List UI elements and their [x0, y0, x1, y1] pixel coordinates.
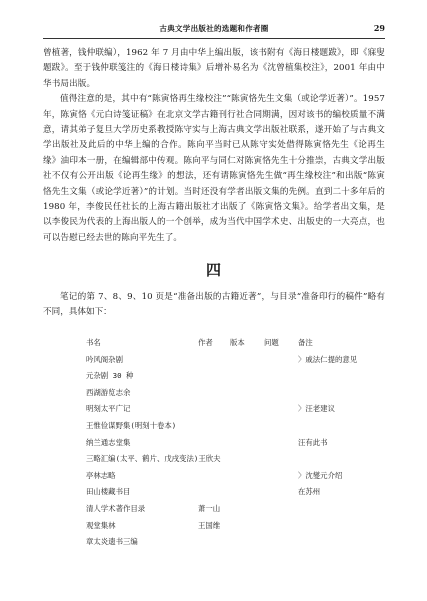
book-note: 〉汪老建议: [298, 404, 335, 414]
list-item: [86, 387, 386, 404]
column-header-edition: 版本: [230, 338, 245, 347]
book-list: [86, 337, 386, 553]
book-title: 西湖游览志余: [86, 387, 131, 397]
running-header: [43, 22, 385, 39]
list-rows: [86, 354, 386, 553]
book-title: 亭林志略: [86, 470, 116, 480]
list-item: [86, 536, 386, 553]
book-title: 清人学术著作目录: [86, 503, 146, 513]
book-title: 观堂集林: [86, 520, 116, 530]
book-title: 明刻太平广记: [86, 404, 131, 414]
column-header-author: 作者: [198, 338, 213, 347]
book-note: 〉戚法仁提的意见: [298, 354, 358, 364]
list-item: [86, 437, 386, 454]
book-note: 〉沈燮元介绍: [298, 470, 343, 480]
list-item: [86, 420, 386, 437]
list-item: [86, 503, 386, 520]
book-title: 田山楼藏书目: [86, 487, 131, 497]
list-item: [86, 453, 386, 470]
list-item: [86, 520, 386, 537]
list-item: [86, 403, 386, 420]
book-author: 王国维: [198, 520, 221, 530]
header-title: 古典文学出版社的选题和作者圈: [159, 24, 269, 33]
section-heading: 四: [205, 261, 221, 279]
book-title: 三略汇编(太平、鹤片、戊戌变法)王欣夫: [86, 454, 221, 464]
paragraph: 值得注意的是，其中有“陈寅恪再生缘校注”“陈寅恪先生文集（或论学近著）”。1957 年，陈寅恪《元白诗笺证稿》在北京文学古籍刊行社合同期满，因对该书的编校质量不满意，请其弟子复旦大学历史系教授陈守实与上海古典文学出版社联系，遂开始了与古典文学出版社及此后的中华上编的合作。陈向平当时已从陈守实处借得陈寅恪先生《论再生缘》油印本一册，在编辑部中传观。陈向平与同仁对陈寅恪先生十分推崇，古典文学出版社不仅有公开出版《论再生缘》的想法，还有请陈寅恪先生做“再生缘校注”和出版“陈寅恪先生文集（或论学近著）”的计划。当时还没有学者出版文集的先例。直到二十多年后的 1980 年，李俊民任社长的上海古籍出版社才出版了《陈寅恪文集》。给学者出文集，是以李俊民为代表的上海出版人的一个创举，成为当代中国学术史、出版史的一大亮点，也可以告慰已经去世的陈向平先生了。: [43, 94, 385, 243]
body-text: [43, 46, 385, 246]
list-item: [86, 370, 386, 387]
list-item: [86, 486, 386, 503]
book-note: 在苏州: [298, 487, 321, 497]
list-header-row: [86, 337, 386, 354]
list-item: [86, 470, 386, 487]
page-number: 29: [373, 23, 385, 33]
book-title: 章太炎遗书三编: [86, 537, 138, 547]
intro-paragraph: 笔记的第 7、8、9、10 页是“准备出版的古籍近著”，与目录“准备印行的稿件”略有不同，具体如下：: [43, 292, 385, 318]
list-item: [86, 354, 386, 371]
book-author: 萧一山: [198, 503, 221, 513]
paragraph: 曾植著，钱仲联编），1962 年 7 月由中华上编出版，该书附有《海日楼题跋》，即《寐叟题跋》。至于钱仲联笺注的《海日楼诗集》后增补易名为《沈曾植集校注》，2001 年由中华书局出版。: [43, 48, 385, 89]
book-title: 元杂剧 30 种: [86, 371, 134, 381]
book-title: 王惟俭谋野集(明刻十卷本): [86, 420, 177, 430]
column-header-note: 备注: [298, 338, 313, 347]
book-note: 汪有此书: [298, 437, 328, 447]
book-title: 纳兰通志堂集: [86, 437, 131, 447]
column-header-issue: 问题: [264, 338, 279, 347]
column-header-title: 书名: [86, 338, 101, 347]
book-title: 吟风阁杂剧: [86, 354, 123, 364]
